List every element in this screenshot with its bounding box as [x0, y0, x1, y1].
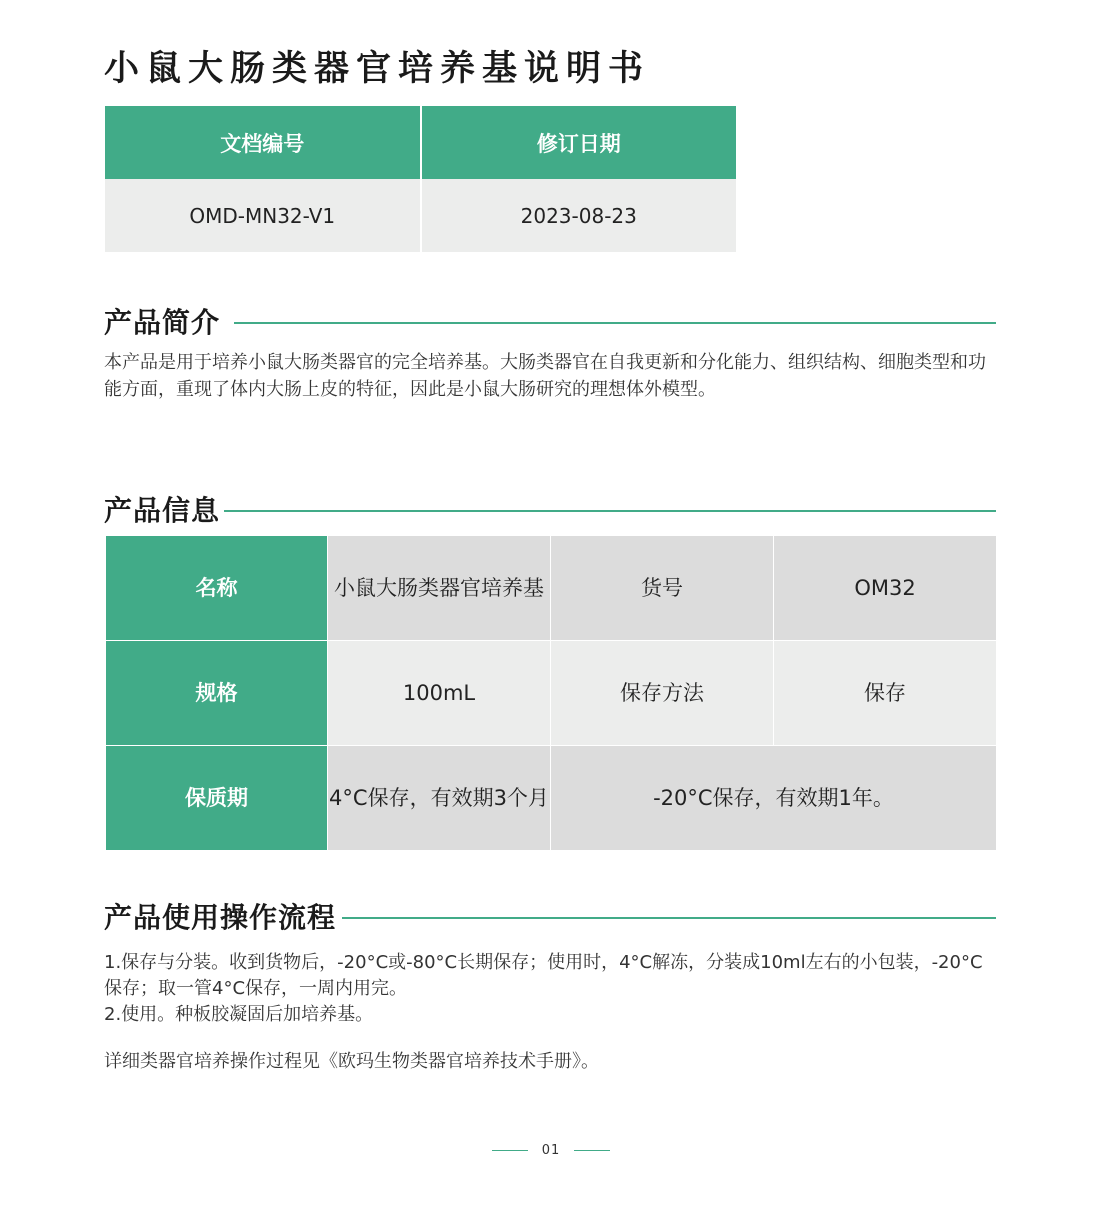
shelf-life-label: 保质期 — [106, 746, 328, 851]
shelf-life-value-minus20c: -20°C保存，有效期1年。 — [551, 746, 997, 851]
code-label: 货号 — [551, 536, 774, 641]
revision-date-value: 2023-08-23 — [421, 179, 737, 252]
storage-value: 保存 — [774, 641, 997, 746]
workflow-steps — [104, 950, 996, 1028]
info-heading: 产品信息 — [104, 494, 221, 527]
workflow-step-1: 1.保存与分装。收到货物后，-20°C或-80°C长期保存；使用时，4°C解冻，分装成10ml左右的小包装，-20°C保存；取一管4°C保存，一周内用完。 — [104, 952, 983, 999]
code-value: OM32 — [774, 536, 997, 641]
page-number: 01 — [541, 1143, 561, 1158]
page-footer — [0, 1143, 1102, 1158]
document-info-table — [105, 106, 736, 252]
document-title: 小鼠大肠类器官培养基说明书 — [104, 49, 651, 89]
section-divider — [234, 322, 996, 324]
doc-table-header-row — [105, 106, 736, 179]
workflow-heading: 产品使用操作流程 — [104, 901, 337, 934]
storage-label: 保存方法 — [551, 641, 774, 746]
info-section-header — [104, 491, 996, 531]
info-row-spec — [106, 641, 997, 746]
section-divider — [342, 917, 996, 919]
section-divider — [224, 510, 996, 512]
doc-table-value-row — [105, 179, 736, 252]
name-value: 小鼠大肠类器官培养基 — [328, 536, 551, 641]
info-row-name — [106, 536, 997, 641]
intro-text: 本产品是用于培养小鼠大肠类器官的完全培养基。大肠类器官在自我更新和分化能力、组织结构、细胞类型和功能方面，重现了体内大肠上皮的特征，因此是小鼠大肠研究的理想体外模型。 — [104, 352, 986, 400]
revision-date-header: 修订日期 — [421, 106, 737, 179]
workflow-step-2: 2.使用。种板胶凝固后加培养基。 — [104, 1004, 374, 1025]
name-label: 名称 — [106, 536, 328, 641]
footer-dash-right — [574, 1150, 610, 1151]
spec-value: 100mL — [328, 641, 551, 746]
intro-heading: 产品简介 — [104, 306, 221, 339]
info-row-shelf-life — [106, 746, 997, 851]
shelf-life-value-4c: 4°C保存，有效期3个月 — [328, 746, 551, 851]
doc-number-header: 文档编号 — [105, 106, 421, 179]
workflow-detail-note: 详细类器官培养操作过程见《欧玛生物类器官培养技术手册》。 — [104, 1051, 599, 1072]
doc-number-value: OMD-MN32-V1 — [105, 179, 421, 252]
spec-label: 规格 — [106, 641, 328, 746]
product-info-table — [105, 535, 997, 851]
workflow-section-header — [104, 898, 996, 938]
footer-dash-left — [492, 1150, 528, 1151]
intro-section-header — [104, 303, 996, 343]
